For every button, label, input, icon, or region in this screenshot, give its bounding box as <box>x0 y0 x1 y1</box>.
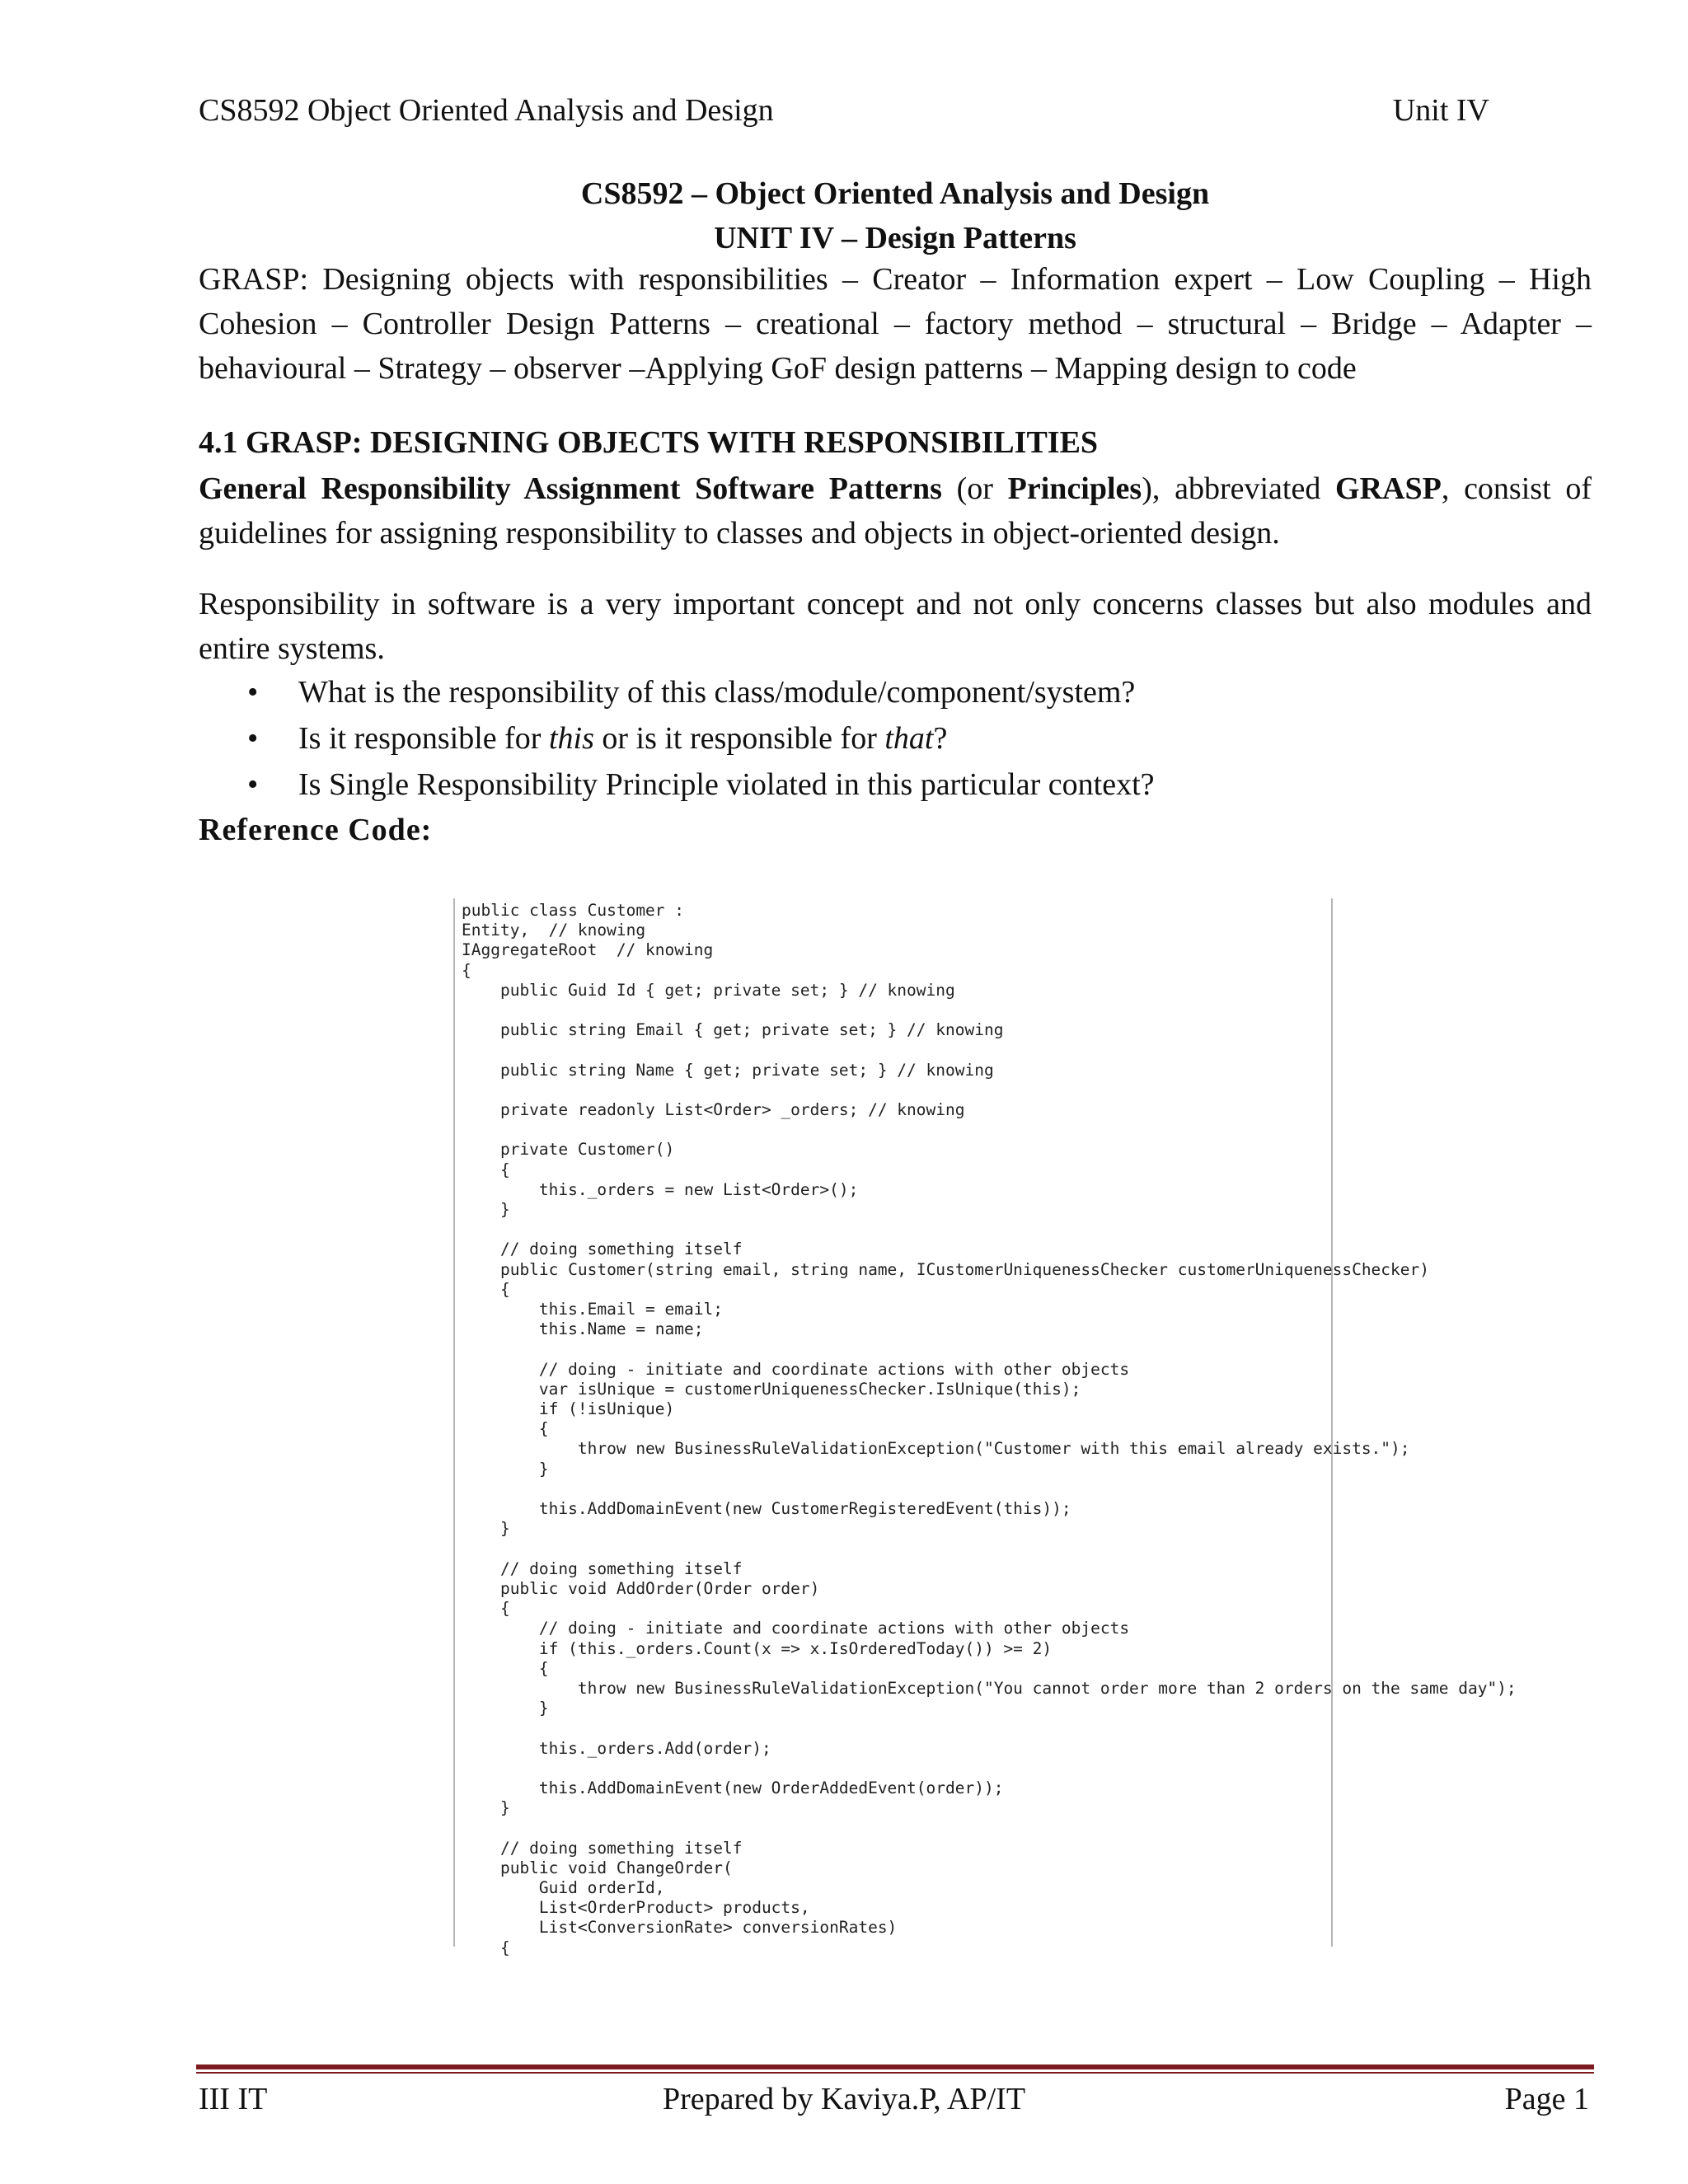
responsibility-paragraph: Responsibility in software is a very important concept and not only concerns classes but also modules and entire systems. <box>199 587 1592 666</box>
list-item <box>247 715 1155 762</box>
footer-prepared-by: Prepared by Kaviya.P, AP/IT <box>662 2082 1026 2116</box>
section-heading: 4.1 GRASP: DESIGNING OBJECTS WITH RESPONSIBILITIES <box>199 425 1099 460</box>
footer-page-number: Page 1 <box>1504 2082 1589 2116</box>
list-item <box>247 762 1155 808</box>
question-list <box>247 669 1155 808</box>
grasp-definition <box>199 466 1592 555</box>
emphasis-this: this <box>548 721 594 756</box>
list-item-text: Is it responsible for <box>298 721 549 756</box>
title-line-1: CS8592 – Object Oriented Analysis and Design <box>580 176 1210 211</box>
def-text: (or <box>941 471 1008 506</box>
title-line-2: UNIT IV – Design Patterns <box>714 221 1076 255</box>
list-item-text: What is the responsibility of this class/module/component/system? <box>298 675 1136 710</box>
footer-divider <box>196 2064 1594 2069</box>
footer-divider-thin <box>196 2072 1594 2074</box>
principles-term: Principles <box>1007 471 1142 506</box>
bullet-icon: • <box>247 675 259 710</box>
list-item-text: Is Single Responsibility Principle violated in this particular context? <box>298 767 1155 802</box>
bullet-icon: • <box>247 767 259 802</box>
reference-code-heading: Reference Code: <box>199 813 433 847</box>
code-listing: public class Customer : Entity, // knowing IAggregateRoot // knowing { public Guid Id { get; private set; } // knowing public string Email { get; private set; } // knowing public string Name { get; private set; } // knowing private readonly List<Order> _orders; // knowing private Customer() { this._orders = new List<Order>(); } // doing something itself public Customer(string email, string name, ICustomerUniquenessChecker customerUniquenessChecker) { this.Email = email; this.Name = name; // doing - initiate and coordinate actions with other objects var isUnique = customerUniquenessChecker.IsUnique(this); if (!isUnique) { throw new BusinessRuleValidationException("Customer with this email already exists."); } this.AddDomainEvent(new CustomerRegisteredEvent(this)); } // doing something itself public void AddOrder(Order order) { // doing - initiate and coordinate actions with other objects if (this._orders.Count(x => x.IsOrderedToday()) >= 2) { throw new BusinessRuleValidationException("You cannot order more than 2 orders on the same day"); } this._orders.Add(order); this.AddDomainEvent(new OrderAddedEvent(order)); } // doing something itself public void ChangeOrder( Guid orderId, List<OrderProduct> products, List<ConversionRate> conversionRates) { <box>462 901 1517 1957</box>
def-text: , consist of guidelines for assigning responsibility to classes and objects in object-oriented design. <box>199 471 1592 551</box>
footer-class: III IT <box>199 2082 268 2116</box>
def-text: ), abbreviated <box>1142 471 1336 506</box>
syllabus-paragraph: GRASP: Designing objects with responsibilities – Creator – Information expert – Low Coupling – High Cohesion – Controller Design Patterns – creational – factory method – structural – Bridge – Adapter – behavioural – Strategy – observer –Applying GoF design patterns – Mapping design to code <box>199 262 1592 386</box>
code-screenshot <box>453 898 1517 1957</box>
grasp-acronym: GRASP <box>1335 471 1442 506</box>
header-unit: Unit IV <box>1392 93 1489 128</box>
document-title <box>199 171 1592 260</box>
list-item-text: or is it responsible for <box>593 721 885 756</box>
list-item <box>247 669 1155 715</box>
header-course: CS8592 Object Oriented Analysis and Design <box>199 93 774 128</box>
list-item-text: ? <box>933 721 948 756</box>
emphasis-that: that <box>884 721 934 756</box>
bullet-icon: • <box>247 721 259 756</box>
grasp-full-name: General Responsibility Assignment Software Patterns <box>199 471 942 506</box>
